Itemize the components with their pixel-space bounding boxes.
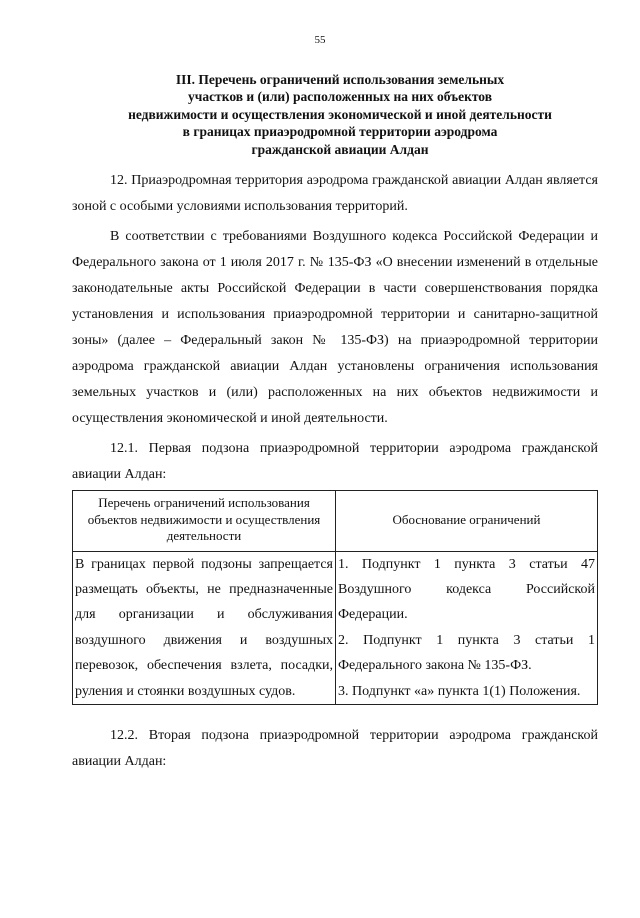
heading-line: участков и (или) расположенных на них объектов [187, 89, 493, 105]
paragraph-12-2: 12.2. Вторая подзона приаэродромной территории аэродрома гражданской авиации Алдан: [72, 727, 598, 769]
table-cell-justification [336, 551, 598, 704]
justification-item: 1. Подпункт 1 пункта 3 статьи 47 Воздушного кодекса Российской Федерации. [338, 556, 595, 623]
table-row [73, 551, 598, 704]
table-header-row [73, 491, 598, 552]
heading-line: недвижимости и осуществления экономической и иной деятельности [128, 106, 552, 122]
heading-line: III. Перечень ограничений использования земельных [175, 72, 505, 87]
justification-item: 3. Подпункт «а» пункта 1(1) Положения. [338, 683, 581, 699]
heading-line: гражданской авиации Алдан [251, 141, 429, 157]
paragraph-law-basis: В соответствии с требованиями Воздушного кодекса Российской Федерации и Федерального закона от 1 июля 2017 г. № 135-ФЗ «О внесении изменений в отдельные законодательные акты Российской Федерации в части совершенствования порядка установления и использования приаэродромной территории и санитарно-защитной зоны» (далее – Федеральный закон № 135-ФЗ) на приаэродромной территории аэродрома гражданской авиации Алдан установлены ограничения использования земельных участков и (или) расположенных на них объектов недвижимости и осуществления экономической и иной деятельности. [72, 229, 598, 426]
table-cell-restriction: В границах первой подзоны запрещается размещать объекты, не предназначенные для организации и обслуживания воздушного движения и воздушных перевозок, обеспечения взлета, посадки, руления и стоянки воздушных судов. [73, 551, 336, 704]
page-number: 55 [314, 34, 326, 46]
table-header-restrictions: Перечень ограничений использования объектов недвижимости и осуществления деятельности [73, 491, 336, 552]
restrictions-table [72, 490, 598, 705]
section-heading [90, 71, 590, 158]
heading-line: в границах приаэродромной территории аэродрома [182, 124, 498, 140]
justification-item: 2. Подпункт 1 пункта 3 статьи 1 Федерального закона № 135-ФЗ. [338, 632, 595, 674]
document-body [72, 168, 598, 775]
paragraph-12: 12. Приаэродромная территория аэродрома гражданской авиации Алдан является зоной с особыми условиями использования территорий. [72, 173, 598, 214]
table-header-justification: Обоснование ограничений [336, 491, 598, 552]
paragraph-12-1: 12.1. Первая подзона приаэродромной территории аэродрома гражданской авиации Алдан: [72, 441, 598, 482]
